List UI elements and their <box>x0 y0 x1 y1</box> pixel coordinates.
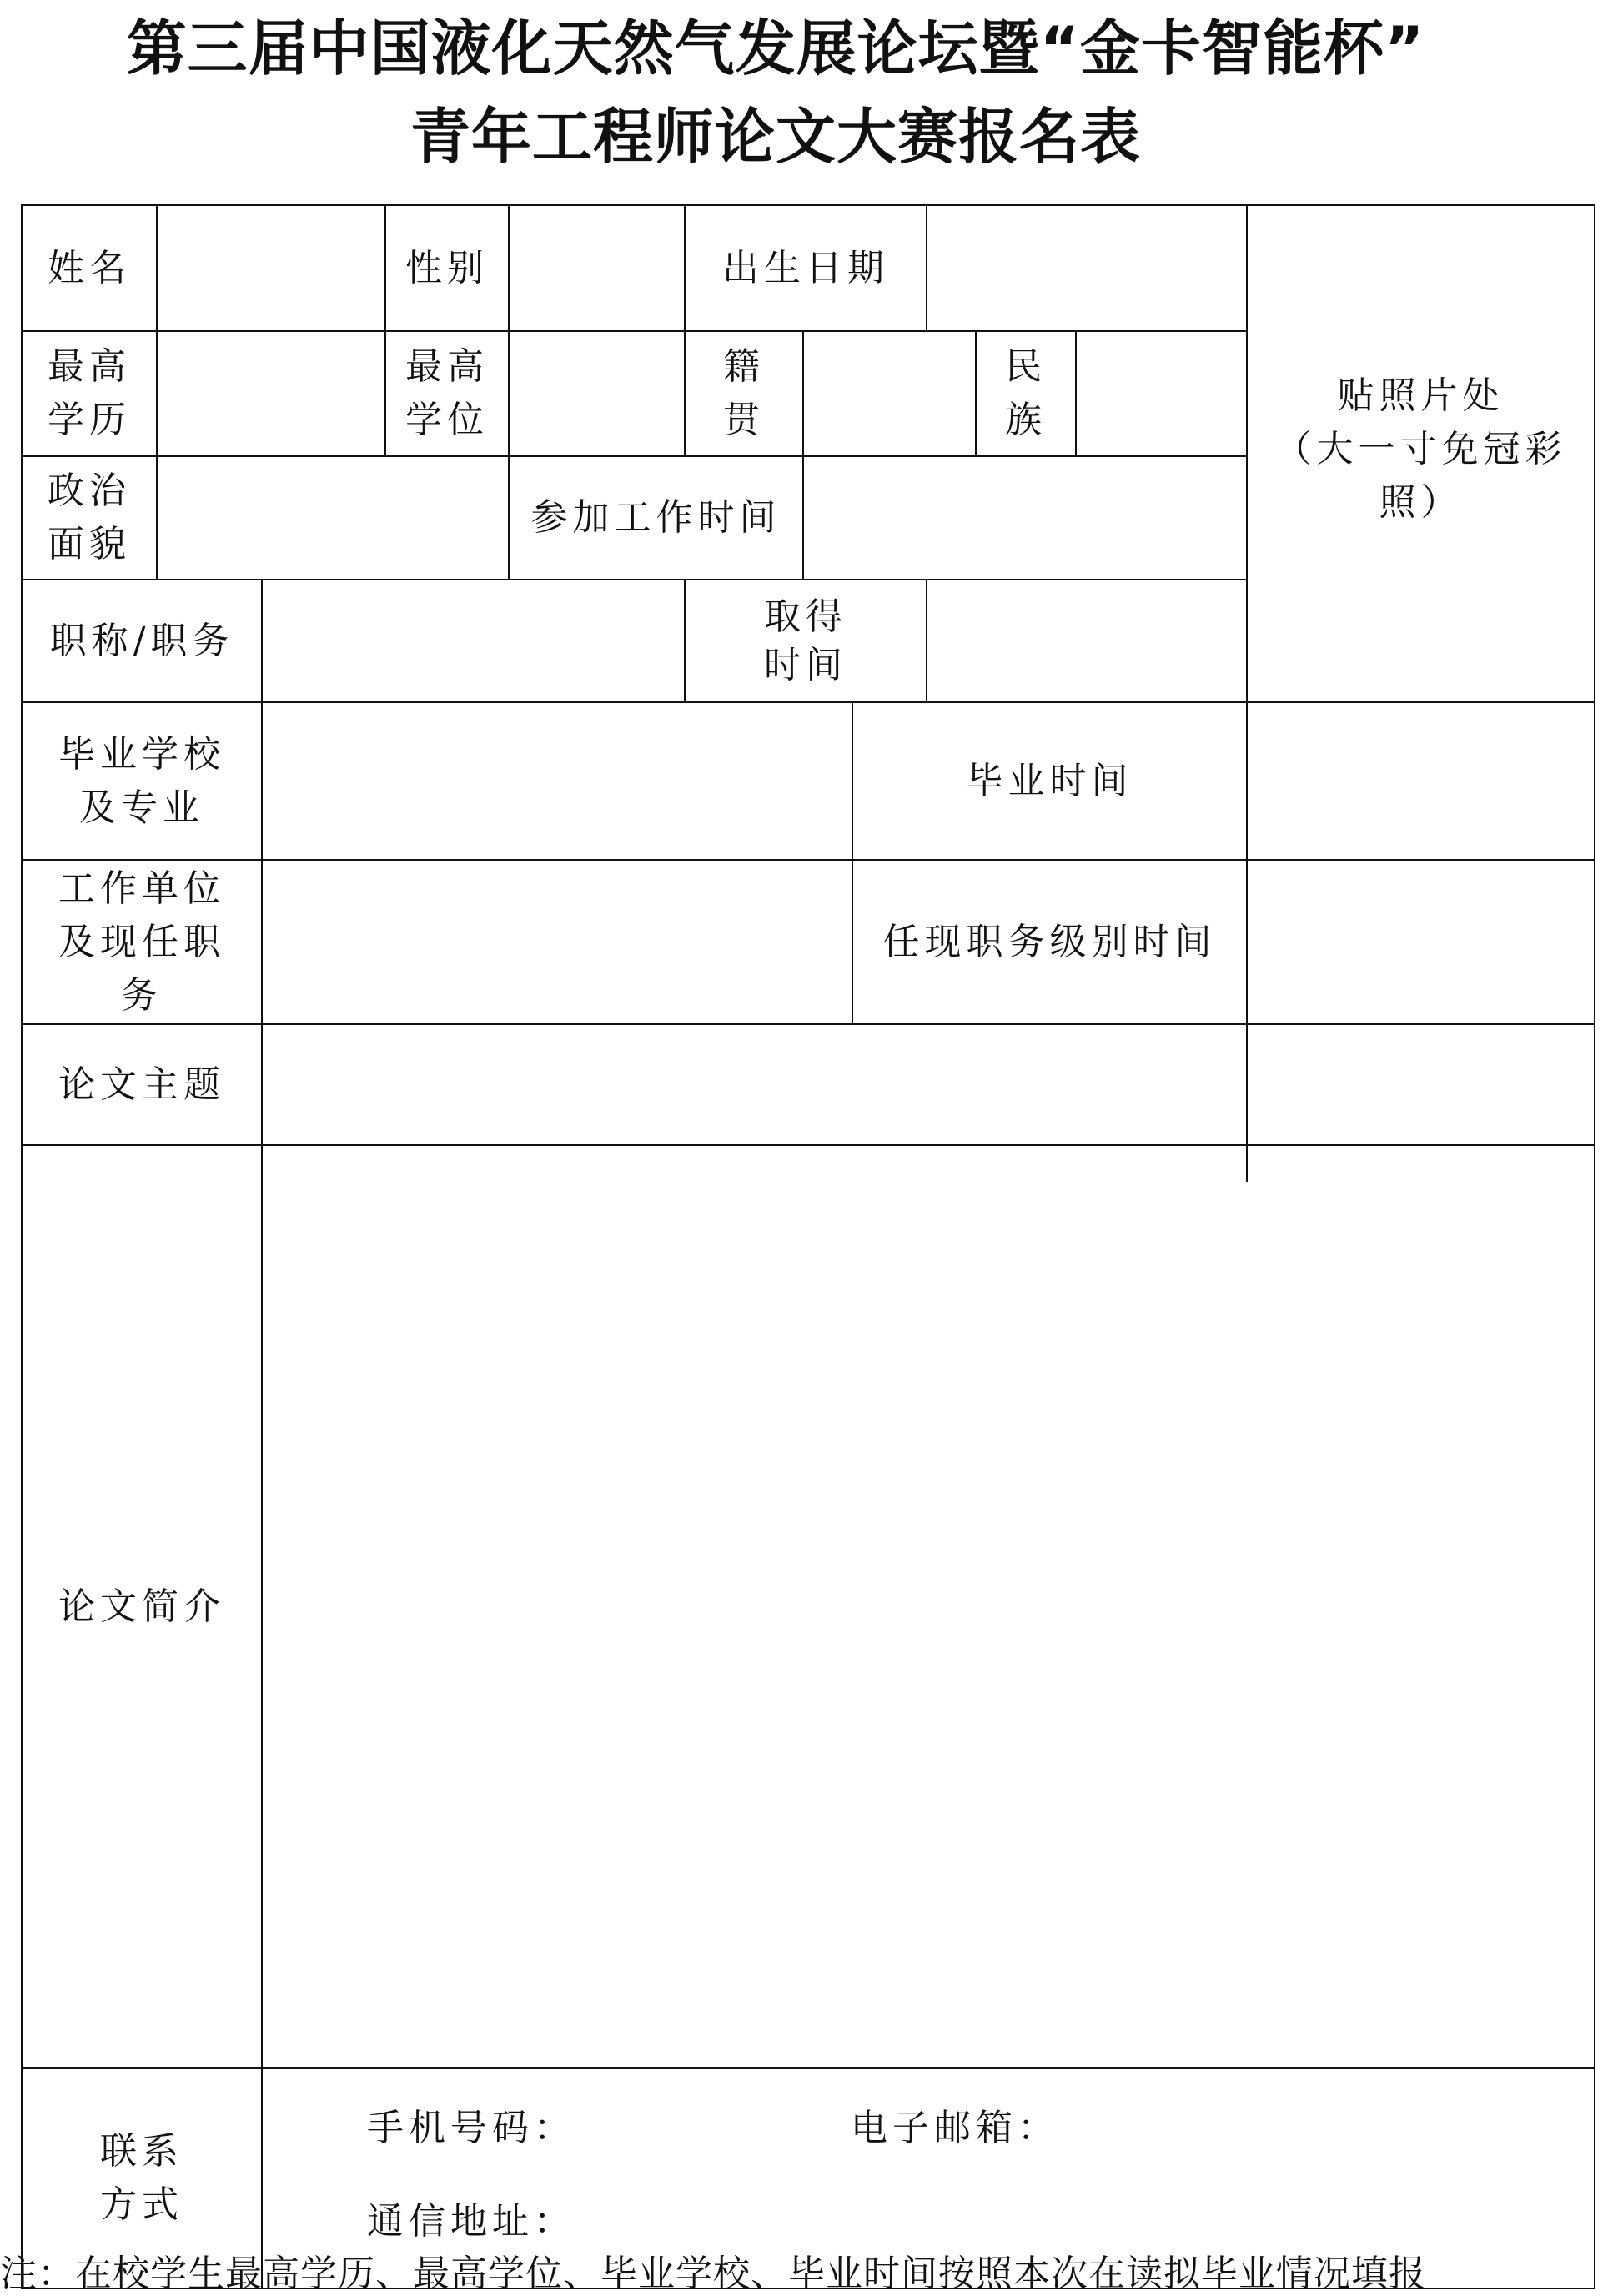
contact-label: 联系 方式 <box>100 2130 183 2226</box>
address-label[interactable]: 通信地址： <box>367 2200 575 2243</box>
email-label[interactable]: 电子邮箱： <box>851 2107 1059 2149</box>
native-place-label: 籍 贯 <box>723 345 765 441</box>
highest-education-field[interactable] <box>158 332 384 455</box>
ethnicity-label: 民 族 <box>1005 345 1047 441</box>
birth-date-label: 出生日期 <box>722 246 889 289</box>
school-major-label: 毕业学校 及专业 <box>58 732 225 829</box>
political-status-label: 政治 面貌 <box>48 470 131 565</box>
graduation-time-label: 毕业时间 <box>966 759 1133 802</box>
form-title-line1: 第三届中国液化天然气发展论坛暨“金卡智能杯” <box>126 13 1425 83</box>
paper-topic-label: 论文主题 <box>58 1063 225 1106</box>
obtained-time-field[interactable] <box>927 580 1246 701</box>
birth-date-field[interactable] <box>927 206 1246 330</box>
paper-summary-field[interactable] <box>263 1146 1594 2067</box>
political-status-field[interactable] <box>158 457 508 579</box>
employer-position-label: 工作单位 及现任职 务 <box>58 867 225 1017</box>
gender-label: 性别 <box>405 246 489 289</box>
paper-topic-field[interactable] <box>263 1025 1594 1144</box>
highest-education-label: 最高 学历 <box>48 345 131 441</box>
employer-position-field[interactable] <box>263 861 852 1023</box>
gender-field[interactable] <box>510 206 684 330</box>
title-position-field[interactable] <box>263 580 684 701</box>
highest-degree-field[interactable] <box>510 332 684 455</box>
work-start-time-field[interactable] <box>804 457 1246 579</box>
name-field[interactable] <box>158 206 384 330</box>
title-position-label: 职称/职务 <box>49 619 234 662</box>
work-start-time-label: 参加工作时间 <box>530 496 781 539</box>
school-major-field[interactable] <box>263 703 852 859</box>
native-place-field[interactable] <box>804 332 975 455</box>
graduation-time-field[interactable] <box>1248 703 1594 859</box>
paper-summary-label: 论文简介 <box>58 1585 225 1628</box>
photo-placeholder[interactable]: 贴照片处 （大一寸免冠彩 照） <box>1274 374 1567 524</box>
highest-degree-label: 最高 学位 <box>405 345 489 441</box>
ethnicity-field[interactable] <box>1077 332 1246 455</box>
name-label: 姓名 <box>48 246 131 289</box>
position-level-time-field[interactable] <box>1248 861 1594 1023</box>
obtained-time-label: 取得 时间 <box>764 595 847 686</box>
position-level-time-label: 任现职务级别时间 <box>882 920 1217 963</box>
form-title-line2: 青年工程师论文大赛报名表 <box>410 102 1141 172</box>
footnote: 注：在校学生最高学历、最高学位、毕业学校、毕业时间按照本次在读拟毕业情况填报 <box>0 2253 1426 2295</box>
mobile-label[interactable]: 手机号码： <box>367 2107 575 2149</box>
